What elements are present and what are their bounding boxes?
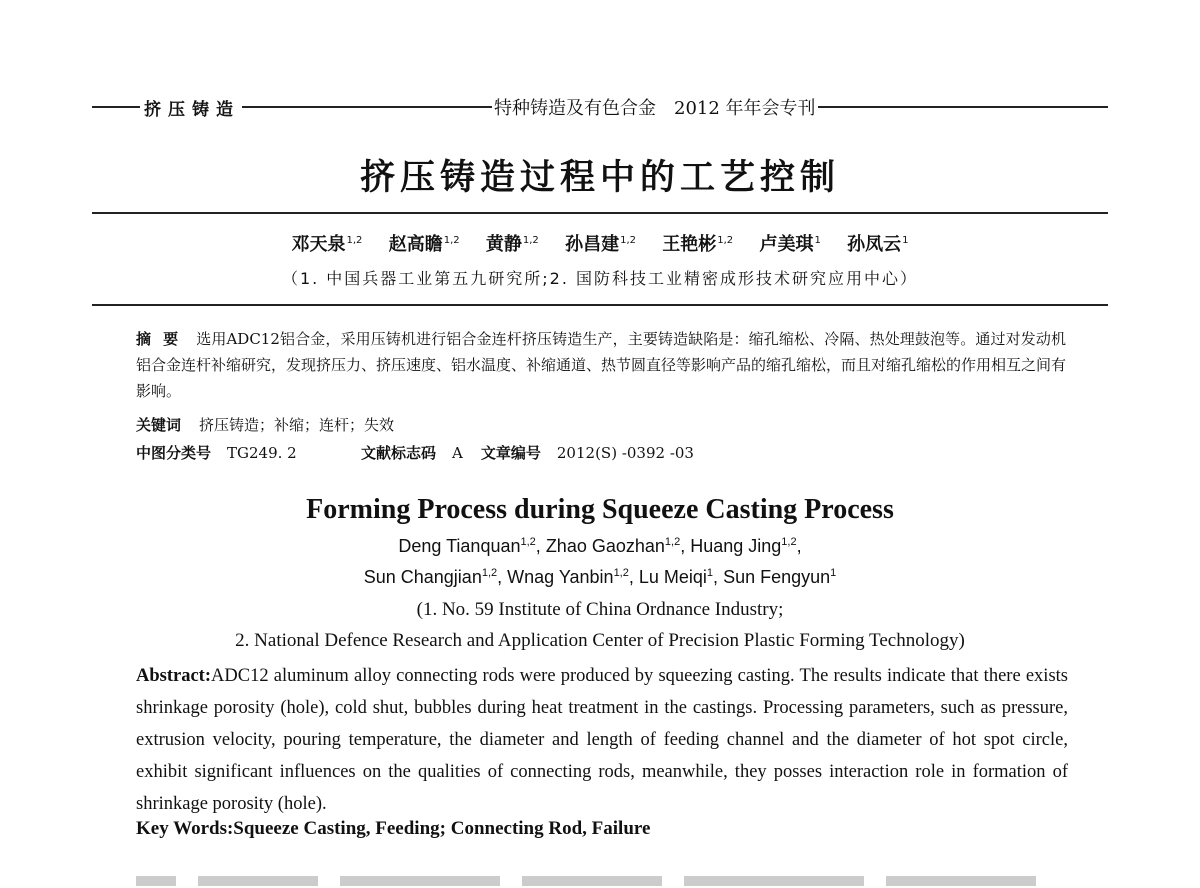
header-rule-middle — [242, 106, 492, 108]
article-no-value: 2012(S) -0392 -03 — [556, 444, 694, 462]
abstract-cn — [136, 326, 1066, 404]
clc-value: TG249. 2 — [227, 444, 297, 462]
abstract-en — [136, 660, 1068, 820]
author: 孙昌建$^{1,2}$ — [565, 234, 636, 255]
cutoff-fragment — [136, 876, 176, 886]
affiliation-cn: （1. 中国兵器工业第五九研究所;2. 国防科技工业精密成形技术研究应用中心） — [281, 269, 919, 288]
cutoff-fragment — [886, 876, 1036, 886]
abstract-en-label: Abstract: — [136, 666, 212, 686]
cutoff-body-text — [136, 876, 1066, 888]
cutoff-fragment — [522, 876, 662, 886]
keywords-en-text: Squeeze Casting, Feeding; Connecting Rod, Failure — [233, 818, 651, 839]
article-no-label: 文章编号 — [480, 444, 541, 462]
affiliation-en-line1: (1. No. 59 Institute of China Ordnance Industry; — [416, 599, 784, 620]
paper-title-cn: 挤压铸造过程中的工艺控制 — [359, 158, 840, 198]
header-rule-left — [92, 106, 140, 108]
doc-code-label: 文献标志码 — [361, 444, 437, 462]
authors-cn — [0, 230, 1200, 256]
author: 邓天泉$^{1,2}$ — [291, 234, 363, 255]
journal-name: 特种铸造及有色合金 2012 年年会专刊 — [494, 98, 816, 119]
author-en: Zhao Gaozhan$^{1,2}$ — [545, 536, 681, 556]
running-header — [92, 92, 1108, 122]
affiliation-en-line2: 2. National Defence Research and Application Center of Precision Plastic Forming Technology) — [235, 630, 965, 651]
cutoff-fragment — [198, 876, 318, 886]
header-rule-right — [818, 106, 1108, 108]
cutoff-fragment — [684, 876, 864, 886]
keywords-cn-text: 挤压铸造；补缩；连杆；失效 — [199, 416, 395, 434]
cutoff-fragment — [340, 876, 500, 886]
author: 王艳彬$^{1,2}$ — [662, 234, 734, 255]
keywords-cn-label: 关键词 — [136, 416, 182, 434]
author-en: Sun Changjian$^{1,2}$ — [363, 567, 498, 587]
abstract-cn-label: 摘要 — [136, 330, 191, 348]
authors-en-line1: Deng Tianquan$^{1,2}$, Zhao Gaozhan$^{1,2}$, Huang Jing$^{1,2}$, — [398, 536, 802, 556]
classification-cn — [136, 442, 694, 463]
author: 卢美琪$^1$ — [759, 234, 821, 255]
clc-label: 中图分类号 — [136, 444, 212, 462]
doc-code-value: A — [452, 444, 463, 462]
affiliation-divider — [92, 304, 1108, 306]
author-en: Sun Fengyun$^1$ — [723, 567, 837, 587]
author-en: Lu Meiqi$^1$ — [638, 567, 714, 587]
author: 孙凤云$^1$ — [847, 234, 909, 255]
keywords-cn — [136, 414, 394, 435]
authors-en-line2: Sun Changjian$^{1,2}$, Wnag Yanbin$^{1,2}$, Lu Meiqi$^1$, Sun Fengyun$^1$ — [363, 567, 837, 587]
abstract-en-text: ADC12 aluminum alloy connecting rods were produced by squeezing casting. The results indicate that there exists shrinkage porosity (hole), cold shut, bubbles during heat treatment in the castings. Processing parameters, such as pressure, extrusion velocity, pouring temperature, the diameter and length of feeding channel and the diameter of hot spot circle, exhibit significant influences on the qualities of connecting rods, meanwhile, they posses interaction role in formation of shrinkage porosity (hole). — [136, 666, 1068, 814]
section-name: 挤压铸造 — [144, 99, 240, 120]
keywords-en — [136, 818, 650, 840]
author-en: Wnag Yanbin$^{1,2}$ — [507, 567, 629, 587]
author-en: Deng Tianquan$^{1,2}$ — [398, 536, 536, 556]
author: 黄静$^{1,2}$ — [485, 234, 539, 255]
abstract-cn-text: 选用ADC12铝合金，采用压铸机进行铝合金连杆挤压铸造生产，主要铸造缺陷是：缩孔缩松、冷隔、热处理鼓泡等。通过对发动机铝合金连杆补缩研究，发现挤压力、挤压速度、铝水温度、补缩通道、热节圆直径等影响产品的缩孔缩松，而且对缩孔缩松的作用相互之间有影响。 — [136, 330, 1067, 400]
keywords-en-label: Key Words: — [136, 818, 234, 839]
author-en: Huang Jing$^{1,2}$ — [690, 536, 797, 556]
author: 赵高瞻$^{1,2}$ — [388, 234, 460, 255]
title-divider — [92, 212, 1108, 214]
paper-title-en: Forming Process during Squeeze Casting Process — [306, 494, 894, 525]
